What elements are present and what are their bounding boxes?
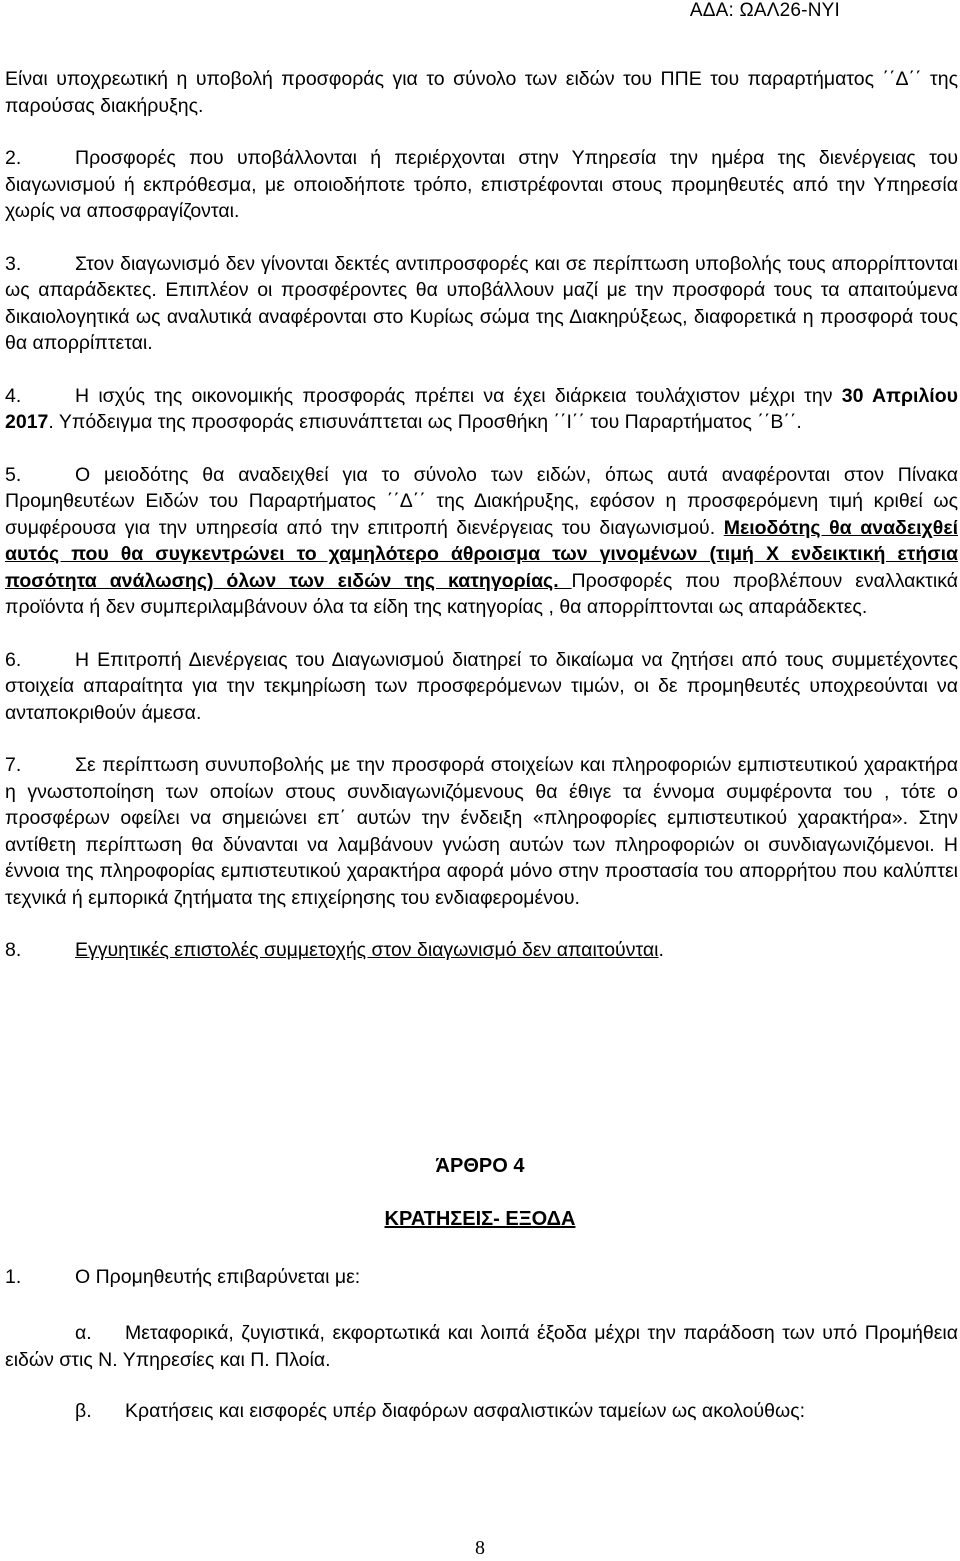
section-1-beta <box>5 1400 958 1423</box>
paragraph-number: 5. <box>5 463 22 486</box>
paragraph-number: 8. <box>5 939 22 961</box>
paragraph-text: Σε περίπτωση συνυποβολής με την προσφορά στοιχείων και πληροφοριών εμπιστευτικού χαρακτήρα η γνωστοποίηση των οποίων στους συνδιαγωνιζόμενους θα έθιγε τα έννομα συμφέροντα του , τότε ο προσφέρων οφείλει να σημειώνει επ΄ αυτών την ένδειξη «πληροφορίες εμπιστευτικού χαρακτήρα». Στην αντίθετη περίπτωση θα δύνανται να λαμβάνουν γνώση αυτών των πληροφοριών οι συνδιαγωνιζόμενοι. Η έννοια της πληροφορίας εμπιστευτικού χαρακτήρα αφορά μόνο στην προστασία του απορρήτου που καλύπτει τεχνικά ή εμπορικά ζητήματα της επιχείρησης του ενδιαφερομένου. <box>5 754 958 909</box>
paragraph-text: Στον διαγωνισμό δεν γίνονται δεκτές αντιπροσφορές και σε περίπτωση υποβολής τους απορρίπτονται ως απαράδεκτες. Επιπλέον οι προσφέροντες θα υποβάλλουν μαζί με την προσφορά τους τα απαιτούμενα δικαιολογητικά ως αναλυτικά αναφέρονται στο Κυρίως σώμα της Διακηρύξεως, διαφορετικά η προσφορά τους θα απορρίπτεται. <box>5 252 958 354</box>
item-text: Μεταφορικά, ζυγιστικά, εκφορτωτικά και λοιπά έξοδα μέχρι την παράδοση των υπό Προμήθεια ειδών στις Ν. Υπηρεσίες και Π. Πλοία. <box>5 1322 958 1371</box>
section-number: 1. <box>5 1266 22 1288</box>
paragraph-4 <box>5 383 958 436</box>
paragraph-text: Προσφορές που υποβάλλονται ή περιέρχονται στην Υπηρεσία την ημέρα της διενέργειας του διαγωνισμού ή εκπρόθεσμα, με οποιοδήποτε τρόπο, επιστρέφονται στους προμηθευτές από την Υπηρεσία χωρίς να αποσφραγίζονται. <box>5 147 958 222</box>
award-criterion: Μειοδότης θα αναδειχθεί αυτός που θα συγκεντρώνει το χαμηλότερο άθροισμα των γινομένων (τιμή Χ ενδεικτική ετήσια ποσότητα ανάλωσης) όλων των ειδών της κατηγορίας. <box>5 516 958 592</box>
paragraph-number: 4. <box>5 384 22 407</box>
paragraph-number: 2. <box>5 147 22 169</box>
paragraph-number: 3. <box>5 252 22 275</box>
paragraph-1: Είναι υποχρεωτική η υποβολή προσφοράς για το σύνολο των ειδών του ΠΠΕ του παραρτήματος ΄΄Δ΄΄ της παρούσας διακήρυξης. <box>5 68 958 117</box>
paragraph-text: Ο μειοδότης θα αναδειχθεί για το σύνολο των ειδών, όπως αυτά αναφέρονται στον Πίνακα Προμηθευτέων Ειδών του Παραρτήματος ΄΄Δ΄΄ της Διακήρυξης, εφόσον η προσφερόμενη τιμή κριθεί ως συμφέρουσα για την υπηρεσία από την επιτροπή διενέργειας του διαγωνισμού. <box>5 463 958 539</box>
paragraph-8 <box>5 937 958 964</box>
paragraph-tail: . <box>658 939 664 961</box>
paragraph-3 <box>5 251 958 357</box>
document-body <box>5 66 958 990</box>
document-code: ΑΔΑ: ΩΑΛ26-ΝΥΙ <box>689 0 840 21</box>
paragraph-number: 6. <box>5 648 22 671</box>
item-letter: β. <box>75 1400 92 1422</box>
paragraph-text-continued: . Υπόδειγμα της προσφοράς επισυνάπτεται ως Προσθήκη ΄΄Ι΄΄ του Παραρτήματος ΄΄Β΄΄. <box>48 411 802 433</box>
item-text: Κρατήσεις και εισφορές υπέρ διαφόρων ασφαλιστικών ταμείων ως ακολούθως: <box>125 1400 806 1422</box>
paragraph-6 <box>5 647 958 727</box>
paragraph-number: 7. <box>5 754 22 776</box>
paragraph-text: Εγγυητικές επιστολές συμμετοχής στον διαγωνισμό δεν απαιτούνται <box>75 939 659 961</box>
section-1-alpha <box>5 1320 958 1373</box>
paragraph-text: Η ισχύς της οικονομικής προσφοράς πρέπει να έχει διάρκεια τουλάχιστον μέχρι την <box>75 384 842 407</box>
deadline-date: 30 Απριλίου 2017 <box>5 384 958 433</box>
article-subtitle: ΚΡΑΤΗΣΕΙΣ- ΕΞΟΔΑ <box>384 1208 576 1230</box>
paragraph-5 <box>5 462 958 621</box>
paragraph-2 <box>5 145 958 225</box>
paragraph-text: Η Επιτροπή Διενέργειας του Διαγωνισμού διατηρεί το δικαίωμα να ζητήσει από τους συμμετέχοντες στοιχεία απαραίτητα για την τεκμηρίωση των προσφερόμενων τιμών, οι δε προμηθευτές υποχρεούνται να ανταποκριθούν άμεσα. <box>5 648 958 724</box>
article-subtitle-wrap <box>0 1208 960 1231</box>
section-text: Ο Προμηθευτής επιβαρύνεται με: <box>75 1266 361 1288</box>
page-number: 8 <box>475 1537 485 1559</box>
paragraph-text-continued: Προσφορές που προβλέπουν εναλλακτικά προϊόντα ή δεν συμπεριλαμβάνουν όλα τα είδη της κατηγορίας , θα απορρίπτονται ως απαράδεκτες. <box>5 569 958 618</box>
section-1 <box>5 1266 360 1289</box>
article-title: ΆΡΘΡΟ 4 <box>435 1155 525 1177</box>
paragraph-7 <box>5 752 958 911</box>
item-letter: α. <box>75 1322 92 1344</box>
